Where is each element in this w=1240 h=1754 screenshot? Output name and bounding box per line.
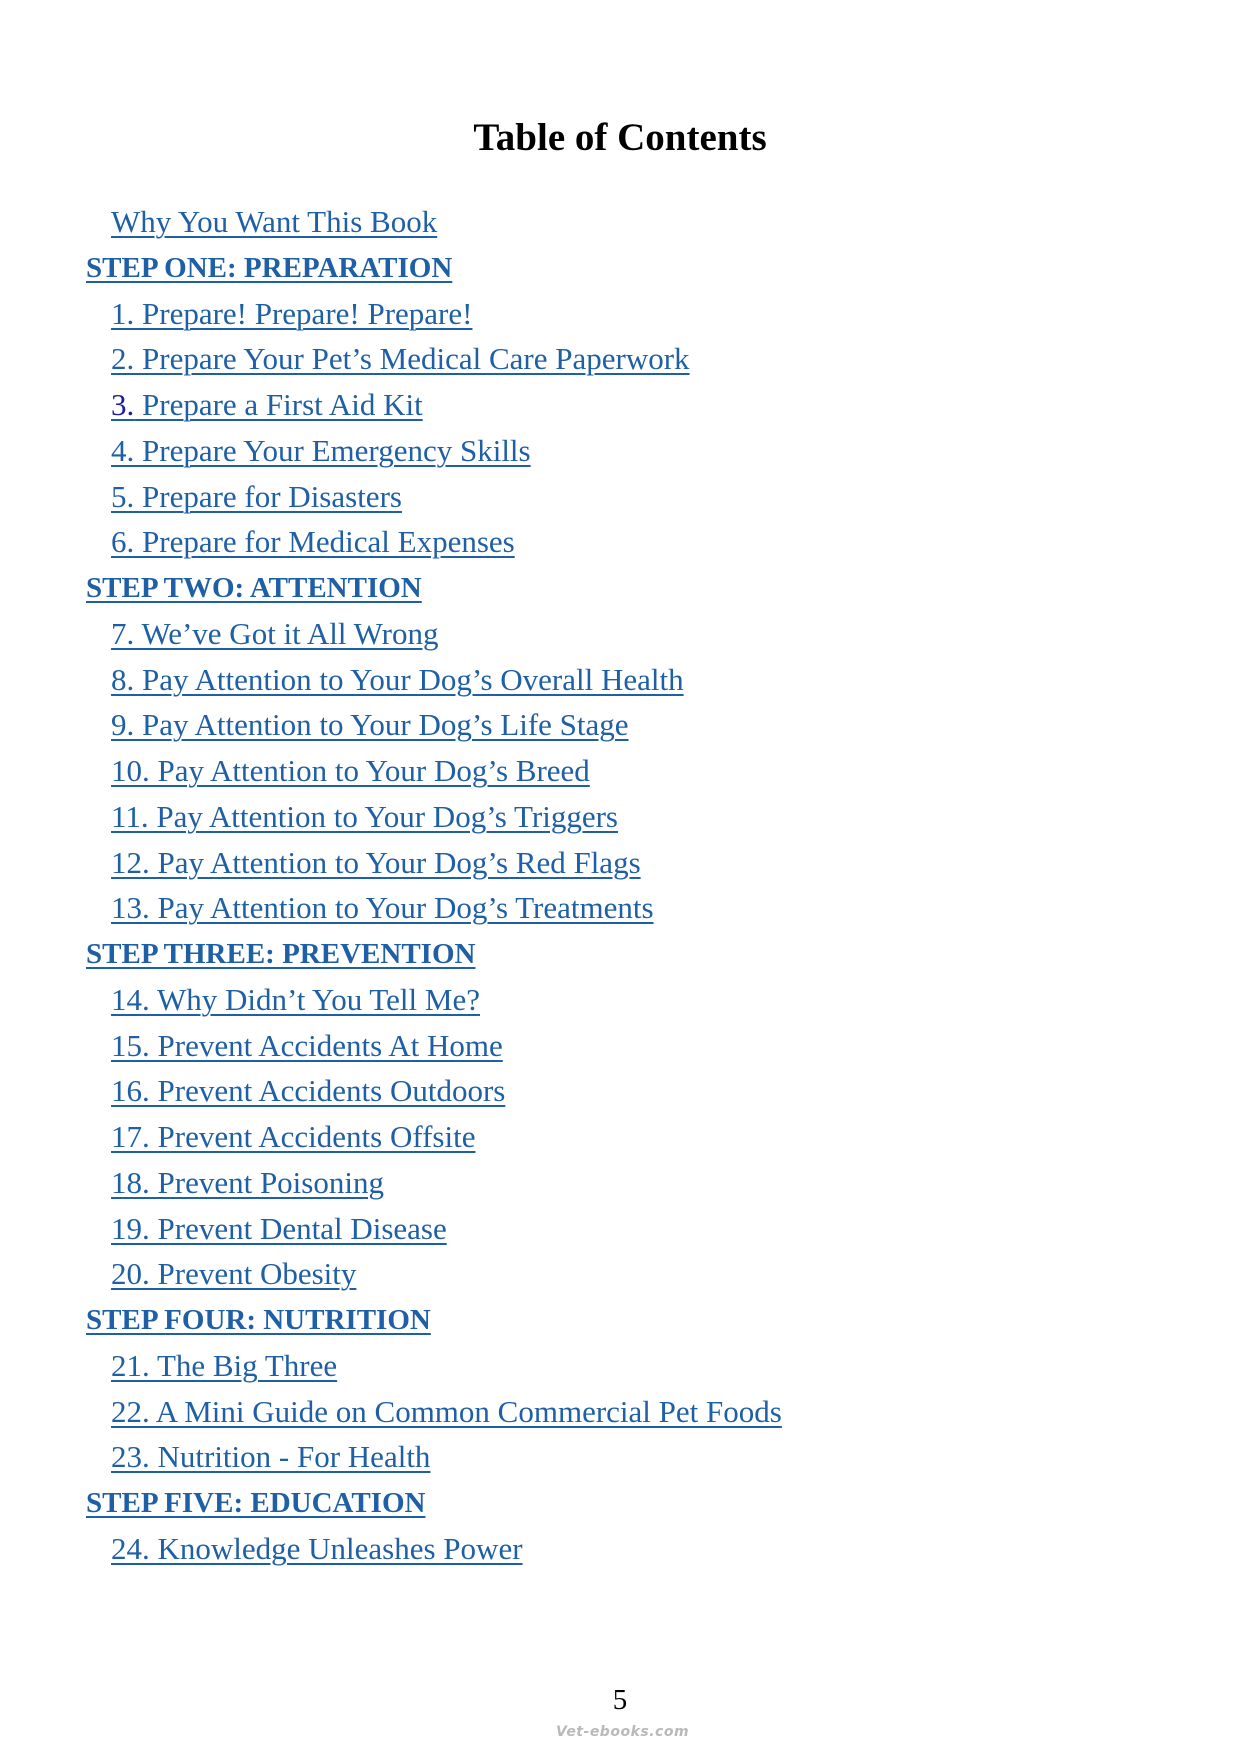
toc-entry-link[interactable]: 8. Pay Attention to Your Dog’s Overall Health bbox=[111, 661, 684, 697]
toc-entry-link[interactable]: 16. Prevent Accidents Outdoors bbox=[111, 1073, 506, 1109]
toc-entry-link[interactable]: 6. Prepare for Medical Expenses bbox=[111, 524, 515, 560]
page-title: Table of Contents bbox=[473, 116, 767, 159]
toc-entry-link[interactable]: 14. Why Didn’t You Tell Me? bbox=[111, 981, 480, 1017]
page-number: 5 bbox=[612, 1684, 628, 1716]
toc-entry-link[interactable]: 21. The Big Three bbox=[111, 1347, 338, 1383]
toc-entry-link[interactable]: 15. Prevent Accidents At Home bbox=[111, 1027, 503, 1063]
toc-entry-link[interactable]: 4. Prepare Your Emergency Skills bbox=[111, 432, 531, 468]
toc-entry-link[interactable]: 1. Prepare! Prepare! Prepare! bbox=[111, 295, 473, 331]
toc-section-heading[interactable]: STEP THREE: PREVENTION bbox=[86, 938, 476, 970]
toc-entry-link[interactable]: 3. Prepare a First Aid Kit bbox=[111, 387, 423, 422]
toc-section-heading[interactable]: STEP TWO: ATTENTION bbox=[86, 572, 422, 604]
toc-entry-link[interactable]: 5. Prepare for Disasters bbox=[111, 478, 402, 514]
toc-entry-link[interactable]: 12. Pay Attention to Your Dog’s Red Flags bbox=[111, 844, 641, 880]
toc-entry-link[interactable]: 24. Knowledge Unleashes Power bbox=[111, 1530, 523, 1566]
toc-entry-link[interactable]: 9. Pay Attention to Your Dog’s Life Stage bbox=[111, 707, 629, 743]
toc-entry-link[interactable]: 19. Prevent Dental Disease bbox=[111, 1210, 447, 1246]
toc-entry-link[interactable]: 20. Prevent Obesity bbox=[111, 1256, 357, 1292]
toc-section-heading[interactable]: STEP FOUR: NUTRITION bbox=[86, 1304, 431, 1336]
toc-entry-link[interactable]: 23. Nutrition - For Health bbox=[111, 1439, 431, 1475]
toc-entry-link[interactable]: 10. Pay Attention to Your Dog’s Breed bbox=[111, 753, 590, 788]
toc-entry-link[interactable]: 13. Pay Attention to Your Dog’s Treatments bbox=[111, 890, 654, 926]
watermark-logo: Vet-ebooks.com bbox=[556, 1724, 690, 1740]
toc-entry-link[interactable]: Why You Want This Book bbox=[111, 204, 438, 239]
toc-entry-number: 3. bbox=[111, 387, 135, 422]
toc-entry-link[interactable]: 22. A Mini Guide on Common Commercial Pet Foods bbox=[111, 1393, 782, 1429]
toc-entry-link[interactable]: 11. Pay Attention to Your Dog’s Triggers bbox=[111, 798, 618, 834]
toc-entry-link[interactable]: 17. Prevent Accidents Offsite bbox=[111, 1119, 476, 1154]
toc-entry-link[interactable]: 2. Prepare Your Pet’s Medical Care Paperwork bbox=[111, 341, 690, 377]
toc-entry-link[interactable]: 7. We’ve Got it All Wrong bbox=[111, 615, 439, 651]
toc-section-heading[interactable]: STEP FIVE: EDUCATION bbox=[86, 1487, 426, 1519]
toc-entry-link[interactable]: 18. Prevent Poisoning bbox=[111, 1164, 384, 1200]
toc-section-heading[interactable]: STEP ONE: PREPARATION bbox=[86, 251, 453, 284]
